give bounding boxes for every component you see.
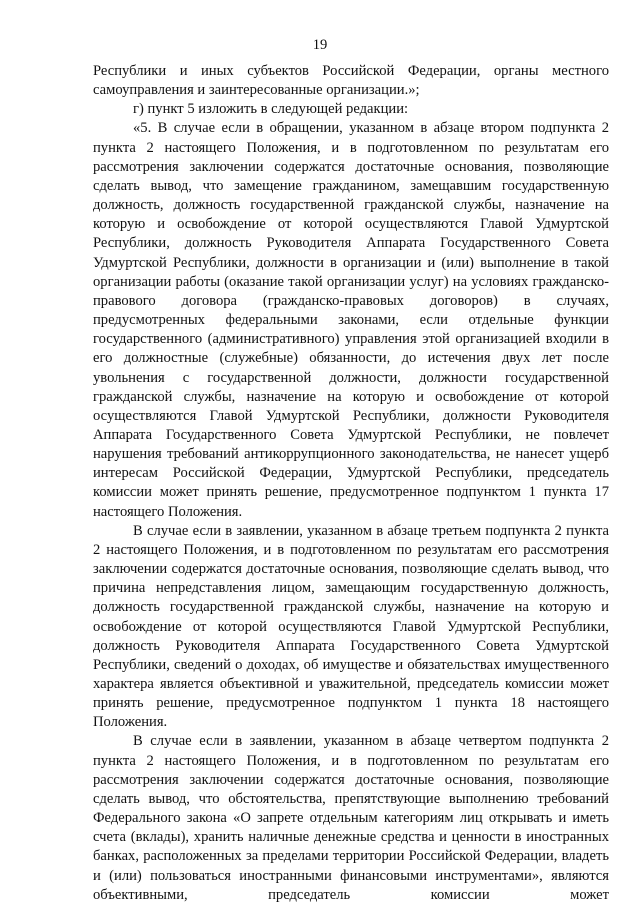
paragraph-clause-5: «5. В случае если в обращении, указанном в абзаце втором подпункта 2 пункта 2 настоящего Положения, и в подготовленном по результатам его рассмотрения заключении содержатся достаточные основания, позволяющие сделать вывод, что замещение гражданином, замещавшим государственную должность, должность государственной гражданской службы, назначение на которую и освобождение от которой осуществляются Главой Удмуртской Республики, должность Руководителя Аппарата Государственного Совета Удмуртской Республики, должности в организации и (или) выполнение в такой организации работы (оказание такой организации услуг) на условиях гражданско-правового договора (гражданско-правовых договоров) в случаях, предусмотренных федеральными законами, если отдельные функции государственного (административного) управления этой организацией входили в его должностные (служебные) обязанности, до истечения двух лет после увольнения с государственной должности, должности государственной гражданской службы, назначение на которую и освобождение от которой осуществляются Главой Удмуртской Республики, должности Руководителя Аппарата Государственного Совета Удмуртской Республики, не повлечет нарушения требований антикоррупционного законодательства, не нанесет ущерб интересам Российской Федерации, Удмуртской Республики, председатель комиссии может принять решение, предусмотренное подпунктом 1 пункта 17 настоящего Положения. bbox=[93, 120, 609, 520]
paragraph-clause-5-part-3: В случае если в заявлении, указанном в абзаце четвертом подпункта 2 пункта 2 настоящего Положения, и в подготовленном по результатам его рассмотрения заключении содержатся достаточные основания, позволяющие сделать вывод, что обстоятельства, препятствующие выполнению требований Федерального закона «О запрете отдельным категориям лиц открывать и иметь счета (вклады), хранить наличные денежные средства и ценности в иностранных банках, расположенных за пределами территории Российской Федерации, владеть и (или) пользоваться иностранными финансовыми инструментами», являются объективными, председатель комиссии может bbox=[93, 733, 609, 903]
paragraph-amendment-intro: г) пункт 5 изложить в следующей редакции: bbox=[133, 101, 409, 118]
document-body bbox=[93, 62, 609, 905]
paragraph-continuation: Республики и иных субъектов Российской Федерации, органы местного самоуправления и заинтересованные организации.»; bbox=[93, 63, 609, 99]
paragraph-clause-5-part-2: В случае если в заявлении, указанном в абзаце третьем подпункта 2 пункта 2 настоящего Положения, и в подготовленном по результатам его рассмотрения заключении содержатся достаточные основания, позволяющие сделать вывод, что причина непредставления лицом, замещающим государственную должность, должность государственной гражданской службы, назначение на которую и освобождение от которой осуществляются Главой Удмуртской Республики, должность Руководителя Аппарата Государственного Совета Удмуртской Республики, сведений о доходах, об имуществе и обязательствах имущественного характера является объективной и уважительной, председатель комиссии может принять решение, предусмотренное подпунктом 1 пункта 18 настоящего Положения. bbox=[93, 522, 609, 731]
page-number: 19 bbox=[312, 37, 328, 53]
